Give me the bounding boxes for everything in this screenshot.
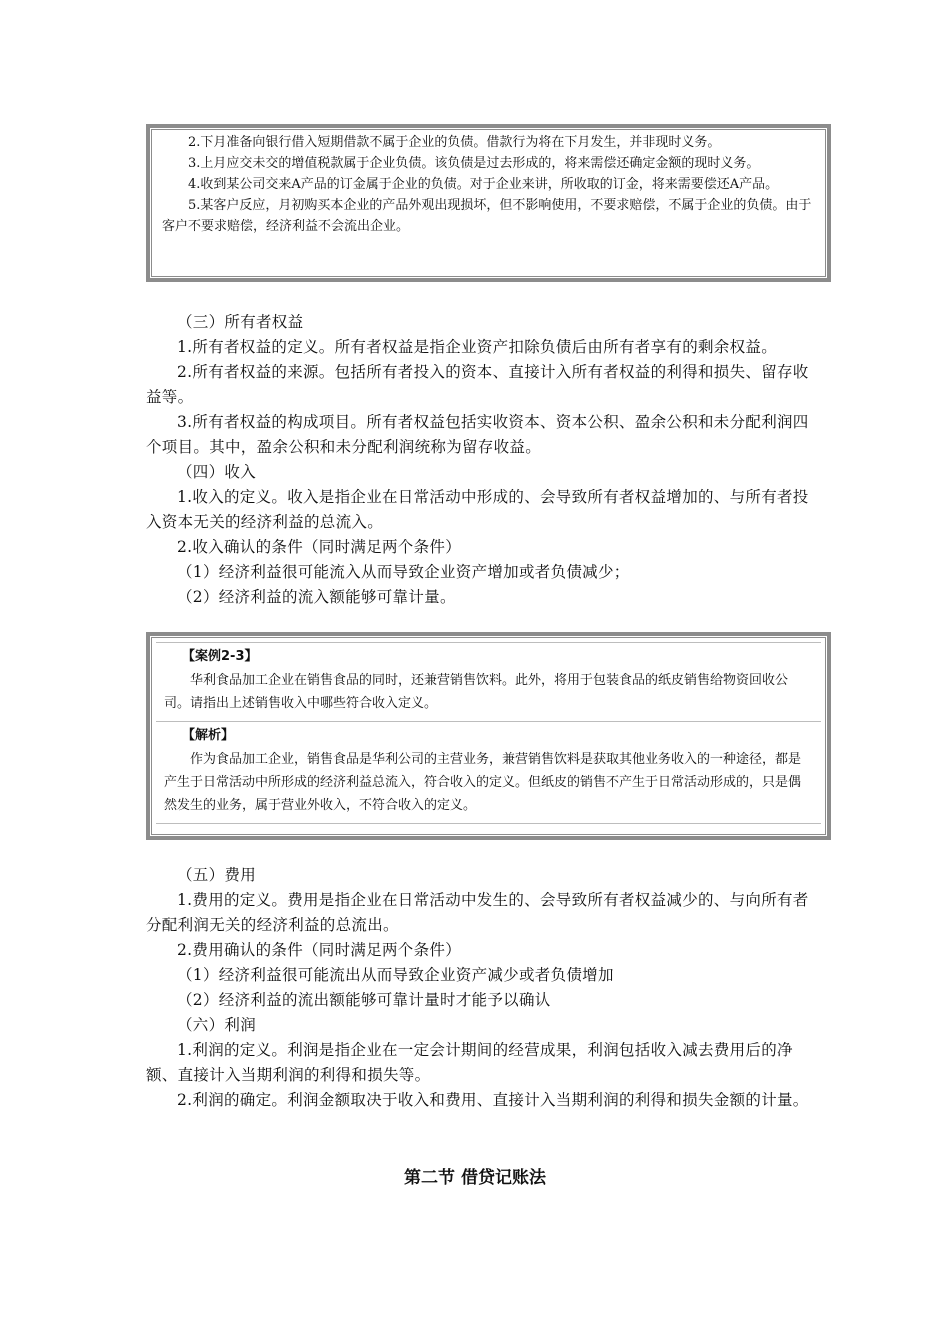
case-table bbox=[156, 642, 821, 824]
analysis-title: 【解析】 bbox=[182, 728, 235, 743]
subheading-profit: （六）利润 bbox=[177, 1016, 257, 1034]
paragraph: 1.所有者权益的定义。所有者权益是指企业资产扣除负债后由所有者享有的剩余权益。 bbox=[177, 338, 777, 356]
paragraph: （1）经济利益很可能流出从而导致企业资产减少或者负债增加 bbox=[177, 966, 614, 984]
example-item: 4.收到某公司交来A产品的订金属于企业的负债。对于企业来讲，所收取的订金，将来需要偿还A产品。 bbox=[188, 177, 779, 192]
paragraph: （1）经济利益很可能流入从而导致企业资产增加或者负债减少； bbox=[177, 563, 630, 581]
paragraph: 1.费用的定义。费用是指企业在日常活动中发生的、会导致所有者权益减少的、与向所有者分配利润无关的经济利益的总流出。 bbox=[146, 891, 809, 934]
paragraph: 2.所有者权益的来源。包括所有者投入的资本、直接计入所有者权益的利得和损失、留存收益等。 bbox=[146, 363, 809, 406]
subheading-revenue: （四）收入 bbox=[177, 463, 257, 481]
paragraph: （2）经济利益的流入额能够可靠计量。 bbox=[177, 588, 456, 606]
case-title: 【案例2-3】 bbox=[182, 649, 258, 664]
paragraph: 2.费用确认的条件（同时满足两个条件） bbox=[177, 941, 461, 959]
body-section-2 bbox=[146, 863, 814, 1113]
case-analysis bbox=[156, 721, 821, 823]
example-item: 2.下月准备向银行借入短期借款不属于企业的负债。借款行为将在下月发生，并非现时义务。 bbox=[188, 135, 721, 150]
paragraph: 3.所有者权益的构成项目。所有者权益包括实收资本、资本公积、盈余公积和未分配利润四个项目。其中，盈余公积和未分配利润统称为留存收益。 bbox=[146, 413, 809, 456]
case-question bbox=[156, 643, 821, 721]
paragraph: （2）经济利益的流出额能够可靠计量时才能予以确认 bbox=[177, 991, 551, 1009]
liability-examples-box bbox=[146, 124, 831, 282]
paragraph: 1.收入的定义。收入是指企业在日常活动中形成的、会导致所有者权益增加的、与所有者投入资本无关的经济利益的总流入。 bbox=[146, 488, 809, 531]
paragraph: 2.利润的确定。利润金额取决于收入和费用、直接计入当期利润的利得和损失金额的计量。 bbox=[177, 1091, 809, 1109]
subheading-equity: （三）所有者权益 bbox=[177, 313, 304, 331]
example-item: 5.某客户反应，月初购买本企业的产品外观出现损坏，但不影响使用，不要求赔偿，不属于企业的负债。由于客户不要求赔偿，经济利益不会流出企业。 bbox=[162, 198, 812, 234]
body-section-1 bbox=[146, 310, 814, 610]
case-text: 华利食品加工企业在销售食品的同时，还兼营销售饮料。此外，将用于包装食品的纸皮销售给物资回收公司。请指出上述销售收入中哪些符合收入定义。 bbox=[164, 673, 789, 711]
analysis-text: 作为食品加工企业，销售食品是华利公司的主营业务，兼营销售饮料是获取其他业务收入的一种途径，都是产生于日常活动中所形成的经济利益总流入，符合收入的定义。但纸皮的销售不产生于日常活动形成的，只是偶然发生的业务，属于营业外收入，不符合收入的定义。 bbox=[164, 752, 802, 813]
paragraph: 1.利润的定义。利润是指企业在一定会计期间的经营成果，利润包括收入减去费用后的净额、直接计入当期利润的利得和损失等。 bbox=[146, 1041, 793, 1084]
section-heading: 第二节 借贷记账法 bbox=[404, 1168, 546, 1188]
example-item: 3.上月应交未交的增值税款属于企业负债。该负债是过去形成的，将来需偿还确定金额的现时义务。 bbox=[188, 156, 760, 171]
case-study-box bbox=[146, 632, 831, 840]
paragraph: 2.收入确认的条件（同时满足两个条件） bbox=[177, 538, 461, 556]
subheading-expense: （五）费用 bbox=[177, 866, 257, 884]
